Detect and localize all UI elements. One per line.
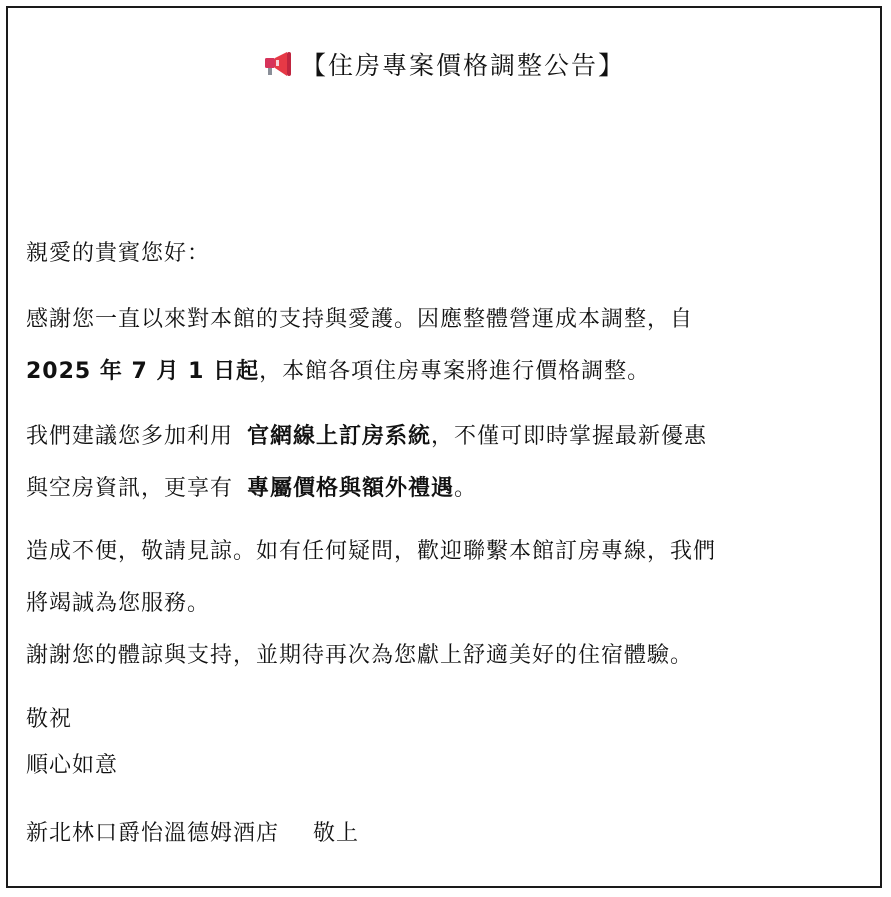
signature xyxy=(26,808,862,860)
p2-text-f: 。 xyxy=(454,476,478,501)
official-booking-system: 官網線上訂房系統 xyxy=(247,424,432,449)
p3-line3: 謝謝您的體諒與支持，並期待再次為您獻上舒適美好的住宿體驗。 xyxy=(26,643,694,668)
signature-salute: 敬上 xyxy=(313,821,360,846)
paragraph-price-adjustment xyxy=(26,294,862,398)
announcement-document xyxy=(8,8,880,886)
paragraph-online-booking xyxy=(26,411,862,515)
greeting: 親愛的貴賓您好： xyxy=(26,241,211,266)
announcement-frame xyxy=(6,6,882,888)
p1-line2: ，本館各項住房專案將進行價格調整。 xyxy=(259,359,651,384)
effective-date: 2025 年 7 月 1 日起 xyxy=(26,359,260,384)
page-title: 【住房專案價格調整公告】 xyxy=(300,51,625,80)
p1-line1: 感謝您一直以來對本館的支持與愛護。因應整體營運成本調整，自 xyxy=(26,307,694,332)
paragraph-apology xyxy=(26,526,862,682)
hotel-name: 新北林口爵怡溫德姆酒店 xyxy=(26,821,280,846)
p2-text-a: 我們建議您多加利用 xyxy=(26,424,234,449)
exclusive-benefits: 專屬價格與額外禮遇 xyxy=(247,476,455,501)
p3-line2: 將竭誠為您服務。 xyxy=(26,591,211,616)
closing-line-2: 順心如意 xyxy=(26,753,119,778)
p2-text-d: 與空房資訊，更享有 xyxy=(26,476,234,501)
megaphone-icon xyxy=(263,49,297,85)
p2-text-c: ，不僅可即時掌握最新優惠 xyxy=(431,424,708,449)
p3-line1: 造成不便，敬請見諒。如有任何疑問，歡迎聯繫本館訂房專線，我們 xyxy=(26,539,717,564)
closing-line-1: 敬祝 xyxy=(26,707,73,732)
announcement-title-row xyxy=(8,46,880,85)
